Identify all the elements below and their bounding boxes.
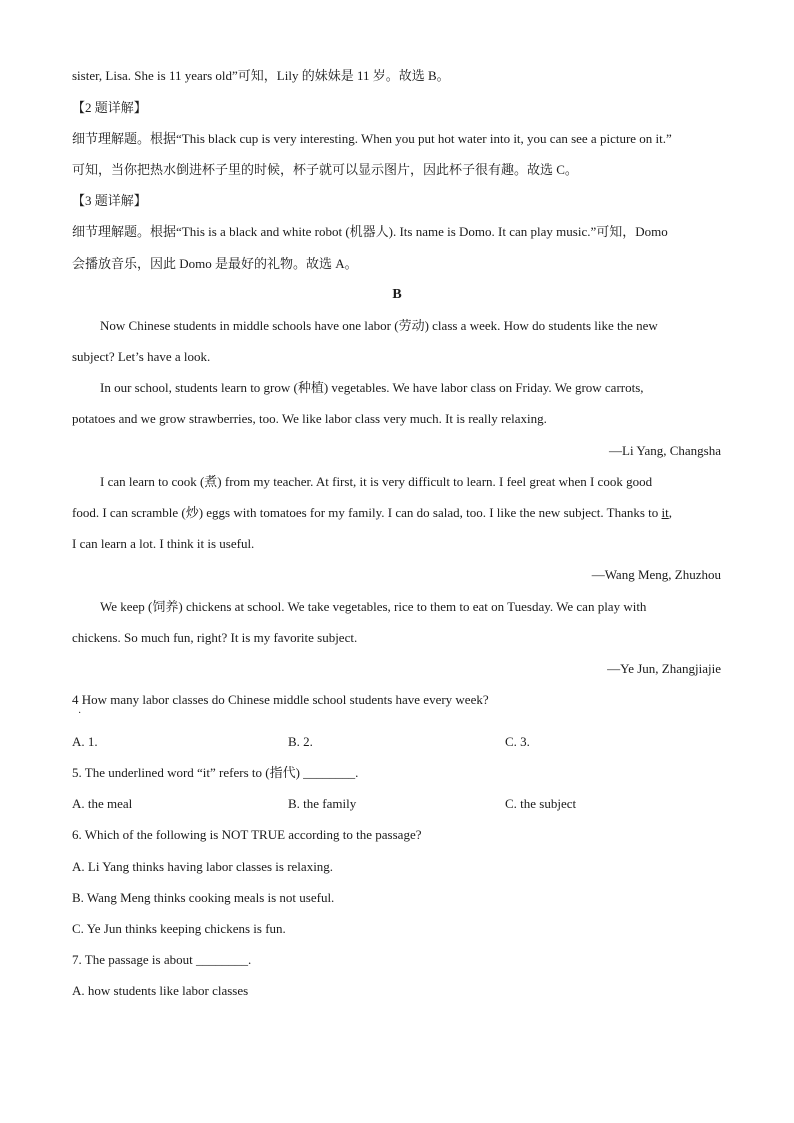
question-5: 5. The underlined word “it” refers to (指代) ________. xyxy=(72,765,359,780)
answer-heading-3: 【3 题详解】 xyxy=(72,193,147,208)
option-a: A. Li Yang thinks having labor classes is relaxing. xyxy=(72,859,334,874)
passage-text: food. I can scramble (炒) eggs with tomatoes for my family. I can do salad, too. I like the new subject. Thanks to xyxy=(72,505,662,520)
passage-text: , xyxy=(668,505,673,520)
option-a: A. how students like labor classes xyxy=(72,983,249,998)
question-7: 7. The passage is about ________. xyxy=(72,952,252,967)
answer-heading-2: 【2 题详解】 xyxy=(72,100,147,115)
passage-line: I can learn a lot. I think it is useful. xyxy=(72,536,255,551)
answer-line: 细节理解题。根据“This black cup is very interesting. When you put hot water into it, you can see a picture on it.” xyxy=(72,131,672,146)
signature: —Wang Meng, Zhuzhou xyxy=(591,567,721,582)
footnote-dot: · xyxy=(78,708,82,719)
option-a: A. the meal xyxy=(72,796,133,811)
answer-line: 可知，当你把热水倒进杯子里的时候，杯子就可以显示图片，因此杯子很有趣。故选 C。 xyxy=(72,162,578,177)
question-6: 6. Which of the following is NOT TRUE according to the passage? xyxy=(72,827,422,842)
option-b: B. Wang Meng thinks cooking meals is not useful. xyxy=(72,890,335,905)
signature: —Li Yang, Changsha xyxy=(609,443,721,458)
passage-line: potatoes and we grow strawberries, too. We like labor class very much. It is really relaxing. xyxy=(72,411,547,426)
passage-line: Now Chinese students in middle schools have one labor (劳动) class a week. How do students like the new xyxy=(100,318,658,333)
underlined-word: it xyxy=(661,505,669,520)
signature: —Ye Jun, Zhangjiajie xyxy=(607,661,721,676)
answer-line: 会播放音乐，因此 Domo 是最好的礼物。故选 A。 xyxy=(72,256,358,271)
passage-line: I can learn to cook (煮) from my teacher. At first, it is very difficult to learn. I feel great when I cook good xyxy=(100,474,653,489)
passage-line: In our school, students learn to grow (种植) vegetables. We have labor class on Friday. We grow carrots, xyxy=(100,380,644,395)
passage-line xyxy=(72,505,672,521)
option-c: C. 3. xyxy=(505,734,530,749)
option-a: A. 1. xyxy=(72,734,98,749)
question-4: 4 How many labor classes do Chinese middle school students have every week? xyxy=(72,692,489,707)
passage-line: subject? Let’s have a look. xyxy=(72,349,211,364)
section-title: B xyxy=(392,287,402,302)
answer-line: 细节理解题。根据“This is a black and white robot (机器人). Its name is Domo. It can play music.”可知，Domo xyxy=(72,224,668,239)
passage-line: chickens. So much fun, right? It is my favorite subject. xyxy=(72,630,358,645)
option-c: C. the subject xyxy=(505,796,577,811)
option-b: B. 2. xyxy=(288,734,313,749)
answer-line: sister, Lisa. She is 11 years old”可知，Lily 的妹妹是 11 岁。故选 B。 xyxy=(72,68,450,83)
option-c: C. Ye Jun thinks keeping chickens is fun. xyxy=(72,921,286,936)
passage-line: We keep (饲养) chickens at school. We take vegetables, rice to them to eat on Tuesday. We can play with xyxy=(100,599,647,614)
option-b: B. the family xyxy=(288,796,357,811)
